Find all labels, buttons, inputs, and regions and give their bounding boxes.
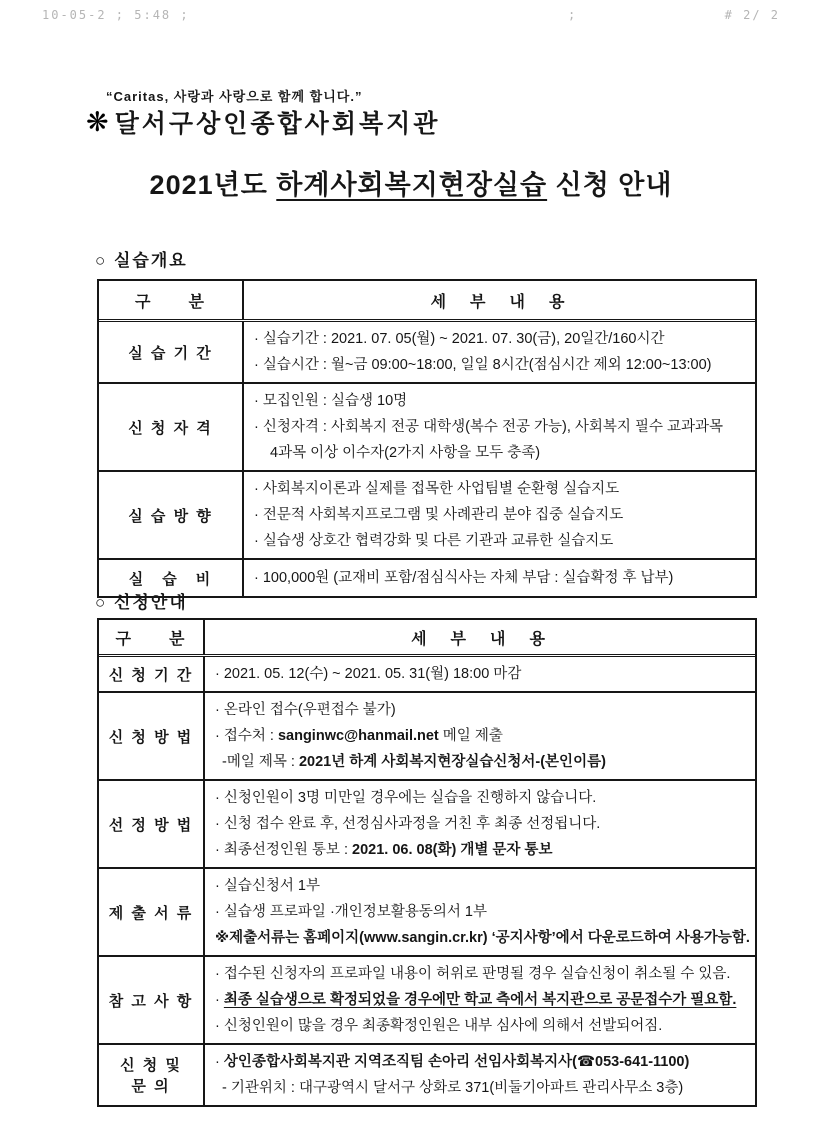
row-content [205,781,755,867]
content-line: · 실습생 상호간 협력강화 및 다른 기관과 교류한 실습지도 [254,533,614,549]
header-detail-cell: 세 부 내 용 [411,630,549,648]
row-content [244,560,755,596]
row-label-period: 실 습 기 간 [99,322,244,382]
row-content [205,693,755,779]
row-content [205,1045,755,1105]
table-header-row [99,620,755,657]
fax-page-number: # 2/ 2 [724,8,780,22]
content-line: · 신청인원이 많을 경우 최종확정인원은 내부 심사에 의해서 선발되어짐. [215,1018,663,1034]
content-line: · 신청인원이 3명 미만일 경우에는 실습을 진행하지 않습니다. [215,790,597,806]
fax-header [0,8,822,24]
title-prefix: 2021년도 [149,170,277,200]
table-row-fee [99,560,755,596]
header-category-cell: 구 분 [99,620,205,654]
flower-logo-icon: ❋ [86,106,109,137]
page-title [0,163,822,202]
section-application-heading: ○ 신청안내 [95,593,188,612]
row-label-selection-method: 선 정 방 법 [99,781,205,867]
content-line: · 접수된 신청자의 프로파일 내용이 허위로 판명될 경우 실습신청이 취소될 수 있음. [215,966,731,982]
org-header [86,104,440,140]
row-label-apply-period: 신 청 기 간 [99,657,205,691]
title-suffix: 신청 안내 [547,170,673,200]
content-line-email: · 접수처 : sanginwc@hanmail.net 메일 제출 [215,728,503,744]
row-content [205,869,760,955]
table-row-notes [99,957,755,1045]
table-row-apply-period [99,657,755,693]
row-content [244,322,755,382]
content-line: · 모집인원 : 실습생 10명 [254,393,408,409]
content-line-download-note: ※제출서류는 홈페이지(www.sangin.cr.kr) ‘공지사항’에서 다운로드하여 사용가능함. [215,930,750,946]
table-row-period [99,322,755,384]
fax-timestamp: 10-05-2 ; 5:48 ; [42,8,190,22]
title-underlined: 하계사회복지현장실습 [276,170,548,200]
content-line: · 실습신청서 1부 [215,878,320,894]
header-category-cell: 구 분 [99,281,244,319]
phone-number: 상인종합사회복지관 지역조직팀 손아리 선임사회복지사(☎053-641-1100) [223,1054,690,1070]
content-line: 4과목 이상 이수자(2가지 사항을 모두 충족) [270,445,541,461]
row-content [244,472,755,558]
row-label-apply-method: 신 청 방 법 [99,693,205,779]
content-line: · 사회복지이론과 실제를 접목한 사업팀별 순환형 실습지도 [254,481,620,497]
table-row-apply-method [99,693,755,781]
org-slogan: “Caritas, 사랑과 사랑으로 함께 합니다.” [106,89,363,104]
header-detail-cell: 세 부 내 용 [430,293,569,311]
application-table [97,618,757,1107]
content-line-address: - 기관위치 : 대구광역시 달서구 상화로 371(비둘기아파트 관리사무소 3층) [222,1080,684,1096]
table-row-documents [99,869,755,957]
table-row-eligibility [99,384,755,472]
content-line: · 신청 접수 완료 후, 선정심사과정을 거친 후 최종 선정됩니다. [215,816,601,832]
org-name: 달서구상인종합사회복지관 [114,110,441,138]
fax-separator: ; [568,8,578,22]
content-line: · 실습생 프로파일 ·개인정보활용동의서 1부 [215,904,487,920]
row-content [205,957,755,1043]
content-line: -메일 제목 : 2021년 하계 사회복지현장실습신청서-(본인이름) [222,754,606,770]
table-row-contact [99,1045,755,1105]
content-line-contact-person: · 상인종합사회복지관 지역조직팀 손아리 선임사회복지사(☎053-641-1100) [215,1054,690,1070]
content-line: · 실습기간 : 2021. 07. 05(월) ~ 2021. 07. 30(금), 20일간/160시간 [254,331,665,347]
row-label-direction: 실 습 방 향 [99,472,244,558]
row-label-documents: 제 출 서 류 [99,869,205,955]
section-overview-heading: ○ 실습개요 [95,251,188,270]
content-line: · 전문적 사회복지프로그램 및 사례관리 분야 집중 실습지도 [254,507,624,523]
content-line: · 실습시간 : 월~금 09:00~18:00, 일일 8시간(점심시간 제외 12:00~13:00) [254,357,712,373]
overview-table [97,279,757,598]
table-row-direction [99,472,755,560]
row-label-contact: 신 청 및 문 의 [99,1045,205,1105]
row-label-eligibility: 신 청 자 격 [99,384,244,470]
table-row-selection-method [99,781,755,869]
content-line-official-doc: · 최종 실습생으로 확정되었을 경우에만 학교 측에서 복지관으로 공문접수가 필요함. [215,992,737,1008]
content-line: · 최종선정인원 통보 : 2021. 06. 08(화) 개별 문자 통보 [215,842,553,858]
row-content [205,657,755,691]
row-label-fee: 실 습 비 [99,560,244,596]
content-line: · 신청자격 : 사회복지 전공 대학생(복수 전공 가능), 사회복지 필수 교과과목 [254,419,724,435]
row-label-notes: 참 고 사 항 [99,957,205,1043]
row-content [244,384,755,470]
content-line: · 온라인 접수(우편접수 불가) [215,702,396,718]
table-header-row [99,281,755,322]
email-address: sanginwc@hanmail.net [277,728,439,744]
content-line: · 2021. 05. 12(수) ~ 2021. 05. 31(월) 18:00 마감 [215,666,522,682]
content-line: · 100,000원 (교재비 포함/점심식사는 자체 부담 : 실습확정 후 납부) [254,570,674,586]
